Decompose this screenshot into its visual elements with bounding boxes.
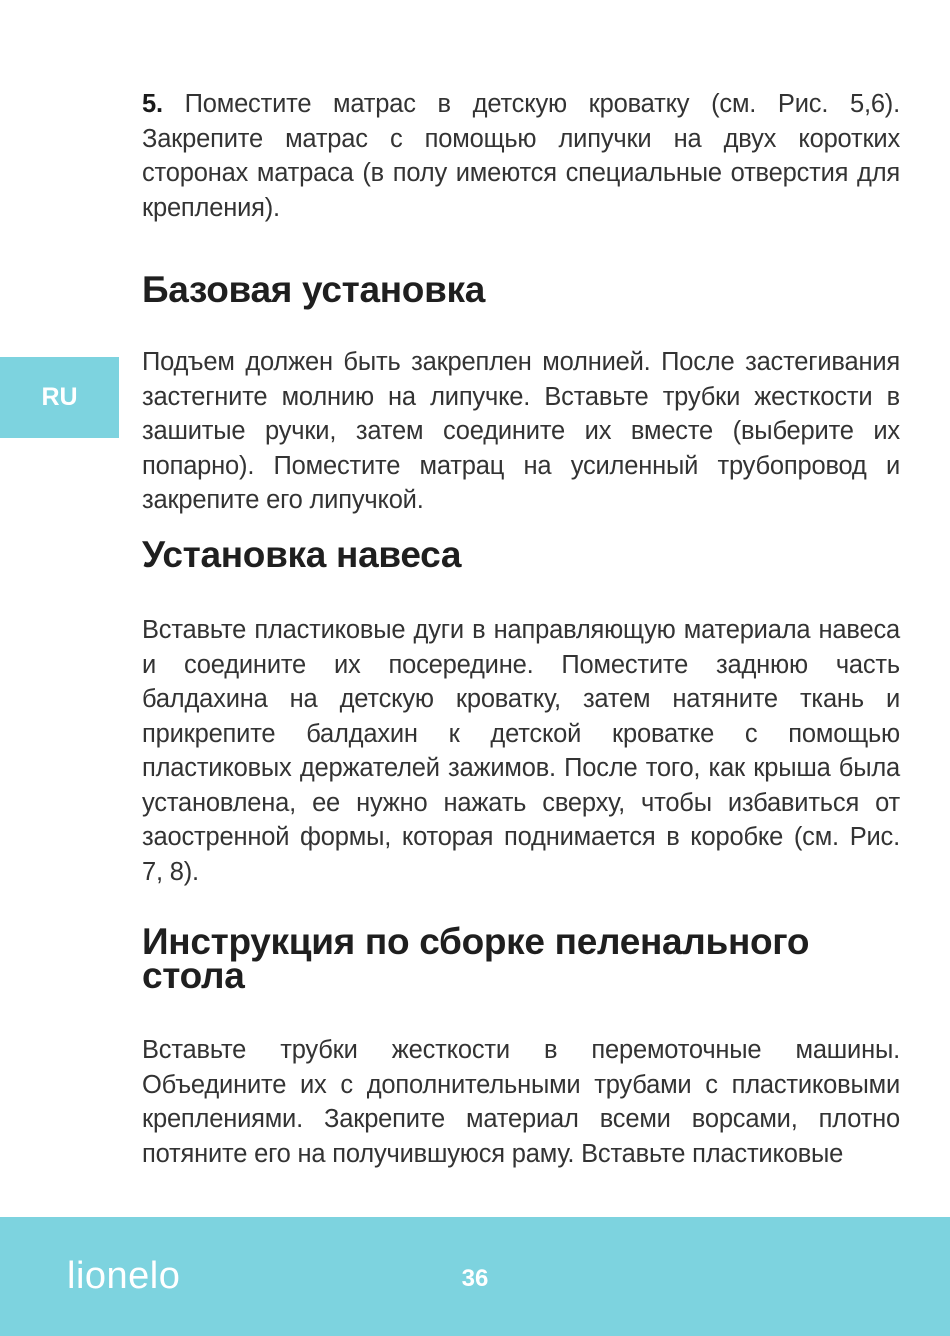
language-tab [0,357,119,438]
section-body-changing-table: Вставьте трубки жесткости в перемоточные машины. Объедините их с дополнительными трубами с пластиковыми креплениями. Закрепите материал всеми ворсами, плотно потяните его на получившуюся раму. Вставьте пластиковые [142,1036,900,1168]
section-heading-changing-table: Инструкция по сборке пеленального стола [142,921,810,996]
step-number: 5. [142,90,163,118]
section-heading-canopy-installation: Установка навеса [142,534,462,575]
section-body-canopy-installation: Вставьте пластиковые дуги в направляющую материала навеса и соедините их посередине. Поместите заднюю часть балдахина на детскую кроватку, затем натяните ткань и прикрепите балдахин к детской кроватке с помощью пластиковых держателей зажимов. После того, как крыша была установлена, ее нужно нажать сверху, чтобы избавиться от заостренной формы, которая поднимается в коробке (см. Рис. 7, 8). [142,616,900,886]
step-5-paragraph [142,87,900,225]
step-text: Поместите матрас в детскую кроватку (см. Рис. 5,6). Закрепите матрас с помощью липучки на двух коротких сторонах матраса (в полу имеются специальные отверстия для крепления). [142,90,900,222]
section-heading-basic-installation: Базовая установка [142,269,486,310]
page-number: 36 [461,1265,489,1292]
section-body-basic-installation: Подъем должен быть закреплен молнией. После застегивания застегните молнию на липучке. Вставьте трубки жесткости в зашитые ручки, затем соедините их вместе (выберите их попарно). Поместите матрац на усиленный трубопровод и закрепите его липучкой. [142,348,900,514]
language-label: RU [41,383,78,411]
brand-logo: lionelo [67,1255,181,1297]
footer-bar [0,1217,950,1336]
